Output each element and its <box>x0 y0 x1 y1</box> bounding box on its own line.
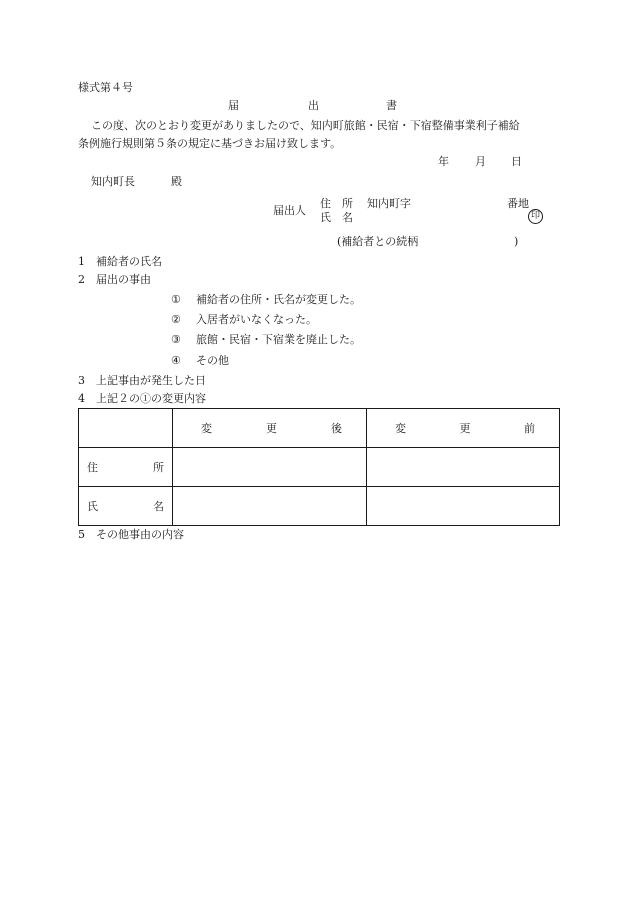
reason-3-num: ③ <box>171 333 181 346</box>
header-after-char-2: 更 <box>266 422 277 435</box>
section-4-heading: 4 上記２の①の変更内容 <box>78 392 206 405</box>
form-number: 様式第４号 <box>78 81 133 94</box>
row-address-char-1: 住 <box>87 461 98 474</box>
name-after-cell[interactable] <box>173 487 367 526</box>
table-row <box>79 487 560 526</box>
reason-4-text: その他 <box>196 354 229 367</box>
applicant-label: 届出人 <box>273 204 306 217</box>
reason-3-text: 旅館・民宿・下宿業を廃止した。 <box>196 333 361 346</box>
change-table <box>78 408 560 526</box>
section-3-heading: 3 上記事由が発生した日 <box>78 374 206 387</box>
address-value: 知内町字 <box>367 197 411 210</box>
title-char-2: 出 <box>308 99 319 112</box>
row-name-char-2: 名 <box>153 500 164 513</box>
header-before-cell <box>367 409 560 448</box>
header-before-char-1: 変 <box>395 422 406 435</box>
title-char-3: 書 <box>386 99 397 112</box>
name-label: 氏 名 <box>320 211 353 224</box>
header-after-cell <box>173 409 367 448</box>
addressee-suffix: 殿 <box>171 175 182 188</box>
reason-2-num: ② <box>171 313 181 326</box>
section-2-heading: 2 届出の事由 <box>78 273 151 286</box>
relation-open: (補給者との続柄 <box>337 235 419 248</box>
reason-2-text: 入居者がいなくなった。 <box>196 313 317 326</box>
table-row <box>79 448 560 487</box>
address-suffix: 番地 <box>507 197 529 210</box>
header-after-char-3: 後 <box>331 422 342 435</box>
row-label-name <box>79 487 173 526</box>
date-month: 月 <box>475 155 486 168</box>
seal-mark <box>528 209 543 224</box>
reason-1-num: ① <box>171 293 181 306</box>
row-label-address <box>79 448 173 487</box>
table-corner-cell <box>79 409 173 448</box>
date-day: 日 <box>511 155 522 168</box>
address-before-cell[interactable] <box>367 448 560 487</box>
reason-4-num: ④ <box>171 354 181 367</box>
addressee: 知内町長 <box>91 175 135 188</box>
address-after-cell[interactable] <box>173 448 367 487</box>
date-year: 年 <box>438 155 449 168</box>
table-header-row <box>79 409 560 448</box>
row-name-char-1: 氏 <box>87 500 98 513</box>
title-char-1: 届 <box>228 99 239 112</box>
section-5-heading: 5 その他事由の内容 <box>78 528 184 541</box>
name-before-cell[interactable] <box>367 487 560 526</box>
intro-text-line2: 条例施行規則第５条の規定に基づきお届け致します。 <box>78 137 342 150</box>
address-label: 住 所 <box>320 197 353 210</box>
relation-close: ) <box>514 235 519 248</box>
header-before-char-2: 更 <box>459 422 471 435</box>
header-after-char-1: 変 <box>201 422 212 435</box>
row-address-char-2: 所 <box>153 461 164 474</box>
seal-char: 印 <box>528 209 543 224</box>
intro-text-line1: この度、次のとおり変更がありましたので、知内町旅館・民宿・下宿整備事業利子補給 <box>91 119 520 132</box>
reason-1-text: 補給者の住所・氏名が変更した。 <box>196 293 361 306</box>
section-1-heading: 1 補給者の氏名 <box>78 255 162 268</box>
header-before-char-3: 前 <box>524 422 535 435</box>
